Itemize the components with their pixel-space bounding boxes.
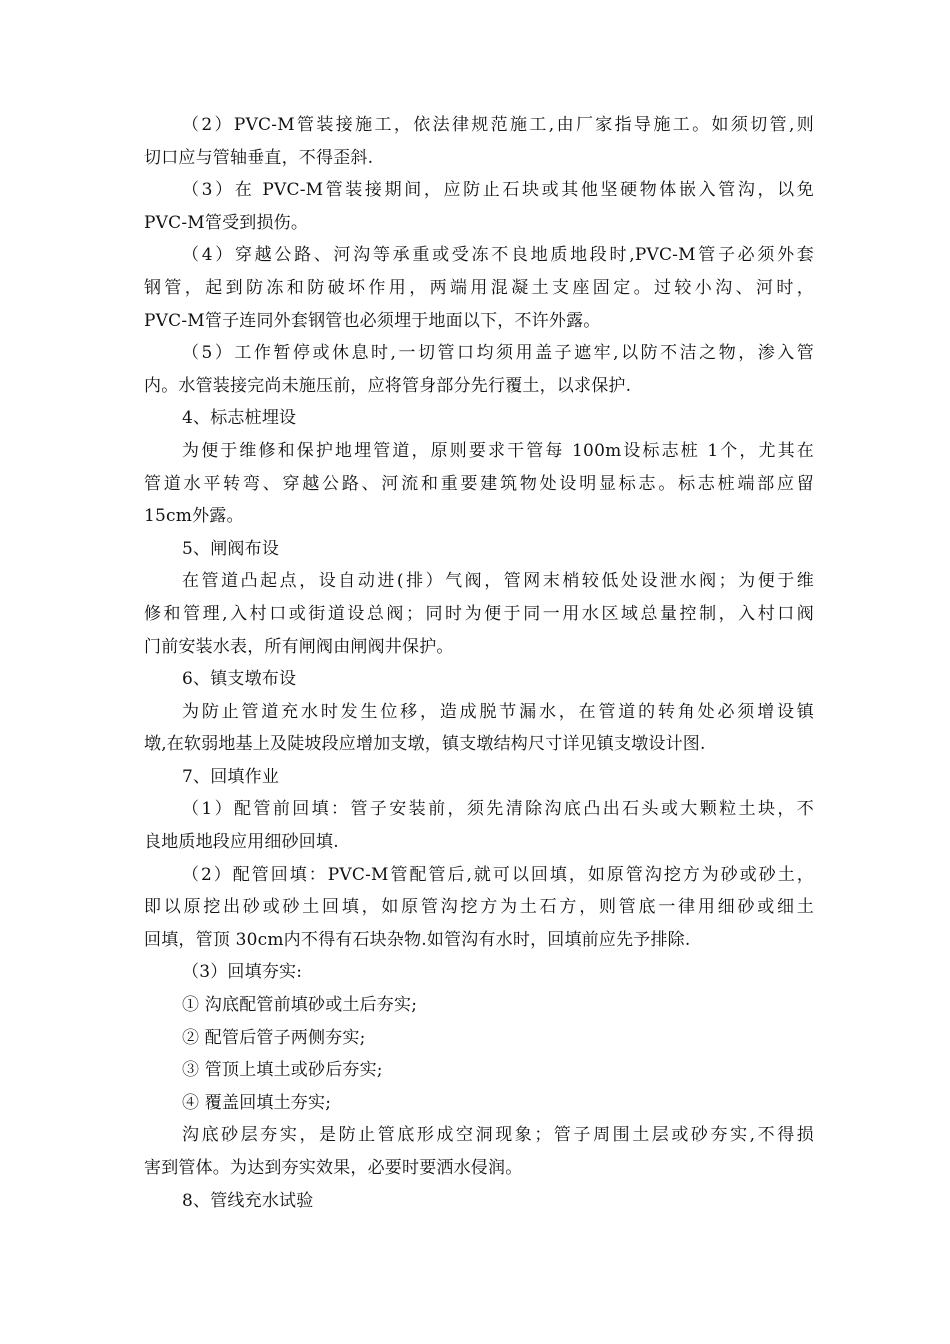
text-line: （3）在 PVC-M管装接期间，应防止石块或其他坚硬物体嵌入管沟，以免: [182, 180, 814, 201]
text-line: 为便于维修和保护地埋管道，原则要求干管每 100m设标志桩 1个，尤其在: [182, 440, 814, 461]
text-line: ③ 管顶上填土或砂后夯实;: [182, 1060, 383, 1081]
text-line: 即以原挖出砂或砂土回填，如原管沟挖方为土石方，则管底一律用细砂或细土: [144, 897, 814, 918]
text-line: 4、标志桩埋设: [182, 408, 297, 429]
text-line: 门前安装水表，所有闸阀由闸阀井保护。: [144, 636, 454, 657]
text-line: ④ 覆盖回填土夯实;: [182, 1092, 332, 1113]
text-line: （2）配管回填：PVC-M管配管后,就可以回填，如原管沟挖方为砂或砂土，: [182, 864, 814, 885]
text-line: 管道水平转弯、穿越公路、河流和重要建筑物处设明显标志。标志桩端部应留: [144, 473, 814, 494]
text-line: PVC-M管子连同外套钢管也必须埋于地面以下，不许外露。: [144, 310, 601, 331]
text-line: 切口应与管轴垂直，不得歪斜.: [144, 147, 374, 168]
text-line: （1）配管前回填：管子安装前，须先清除沟底凸出石头或大颗粒土块，不: [182, 799, 814, 820]
text-line: （2）PVC-M管装接施工，依法律规范施工,由厂家指导施工。如须切管,则: [182, 115, 814, 135]
text-line: （4）穿越公路、河沟等承重或受冻不良地质地段时,PVC-M管子必须外套: [182, 245, 814, 266]
text-line: ② 配管后管子两侧夯实;: [182, 1027, 366, 1048]
text-line: ① 沟底配管前填砂或土后夯实;: [182, 995, 418, 1016]
text-line: 沟底砂层夯实，是防止管底形成空洞现象；管子周围土层或砂夯实,不得损: [182, 1125, 814, 1146]
text-line: 为防止管道充水时发生位移，造成脱节漏水，在管道的转角处必须增设镇: [182, 701, 814, 722]
text-line: 钢管，起到防冻和防破坏作用，两端用混凝土支座固定。过较小沟、河时，: [144, 277, 814, 298]
text-line: 良地质地段应用细砂回填.: [144, 832, 339, 853]
text-line: 15cm外露。: [144, 506, 244, 527]
text-line: PVC-M管受到损伤。: [144, 212, 309, 233]
text-line: 内。水管装接完尚未施压前，应将管身部分先行覆土，以求保护.: [144, 375, 632, 396]
text-line: 害到管体。为达到夯实效果，必要时要洒水侵润。: [144, 1158, 523, 1178]
text-line: 5、闸阀布设: [182, 538, 280, 559]
text-line: 8、管线充水试验: [182, 1190, 314, 1211]
text-line: 在管道凸起点，设自动进(排）气阀，管网末梢较低处设泄水阀；为便于维: [182, 571, 814, 592]
text-line: （3）回填夯实:: [182, 962, 303, 983]
body-text: [144, 109, 814, 1217]
text-line: 7、回填作业: [182, 766, 280, 787]
text-line: 6、镇支墩布设: [182, 669, 297, 690]
text-line: 墩,在软弱地基上及陡坡段应增加支墩，镇支墩结构尺寸详见镇支墩设计图.: [144, 734, 706, 755]
text-line: 修和管理,入村口或街道设总阀；同时为便于同一用水区域总量控制，入村口阀: [144, 603, 814, 624]
text-line: 回填，管顶 30cm内不得有石块杂物.如管沟有水时，回填前应先予排除.: [144, 929, 691, 950]
text-line: （5）工作暂停或休息时,一切管口均须用盖子遮牢,以防不洁之物，渗入管: [182, 343, 814, 364]
